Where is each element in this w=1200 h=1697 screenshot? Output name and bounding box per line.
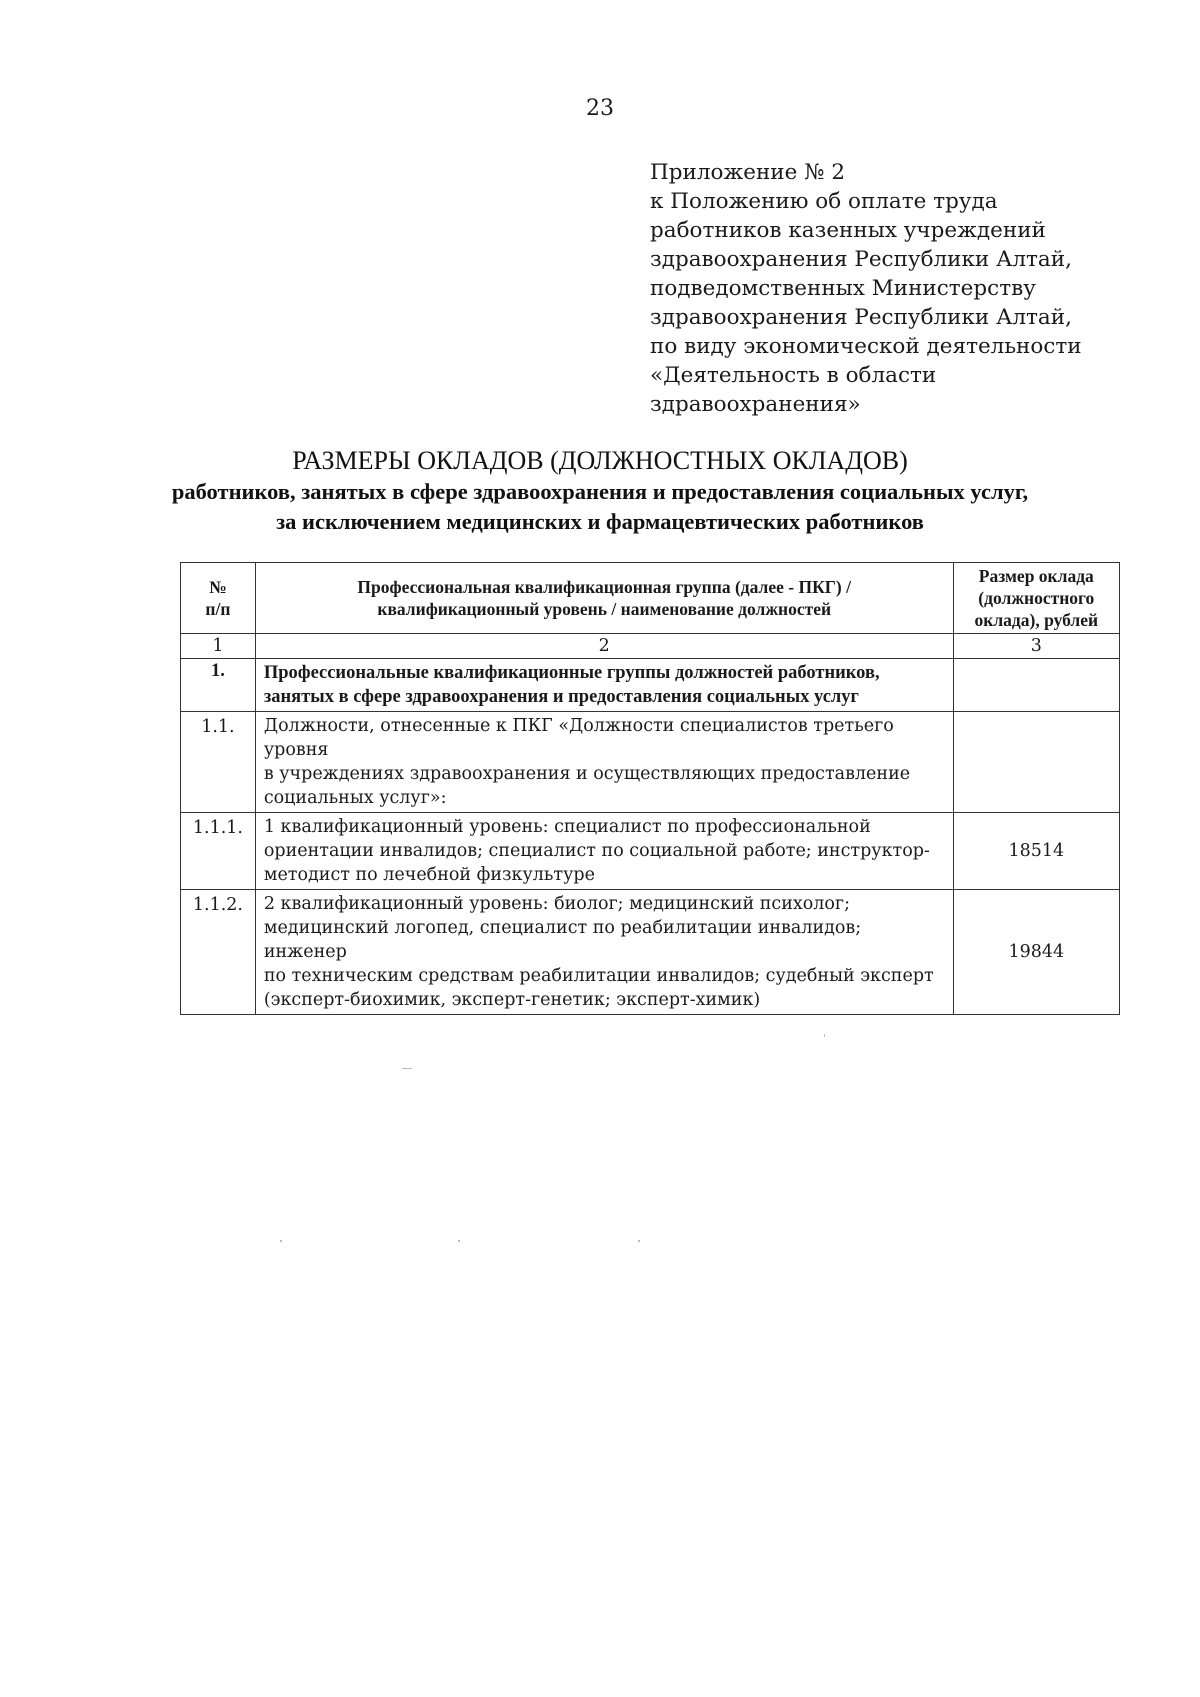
document-title [0, 445, 1200, 537]
appendix-line: Приложение № 2 [650, 160, 846, 185]
row-line: в учреждениях здравоохранения и осуществляющих предоставление [263, 764, 911, 784]
title-subtitle-line: за исключением медицинских и фармацевтических работников [276, 509, 924, 534]
header-number [181, 563, 256, 634]
column-numbers-row [181, 634, 1120, 659]
row-line: занятых в сфере здравоохранения и предоставления социальных услуг [263, 687, 859, 707]
column-number: 3 [953, 634, 1119, 659]
scan-speck [458, 1240, 460, 1242]
scan-speck [824, 1034, 825, 1037]
row-salary: 18514 [953, 813, 1119, 890]
appendix-line: работников казенных учреждений [650, 218, 1046, 243]
header-number-line: № [209, 577, 227, 597]
row-line: Профессиональные квалификационные группы должностей работников, [263, 663, 880, 683]
row-line: социальных услуг»: [263, 788, 447, 808]
row-salary: 19844 [953, 890, 1119, 1015]
table-row [181, 890, 1120, 1015]
appendix-line: здравоохранения» [650, 392, 861, 417]
table-row [181, 813, 1120, 890]
row-number: 1.1.1. [181, 813, 256, 890]
table-header-row [181, 563, 1120, 634]
table-row [181, 712, 1120, 813]
appendix-note [650, 158, 1170, 419]
table-row [181, 659, 1120, 712]
column-number: 2 [255, 634, 953, 659]
title-main: РАЗМЕРЫ ОКЛАДОВ (ДОЛЖНОСТНЫХ ОКЛАДОВ) [292, 446, 908, 475]
appendix-line: по виду экономической деятельности [650, 334, 1082, 359]
appendix-line: подведомственных Министерству [650, 276, 1036, 301]
row-number: 1.1. [181, 712, 256, 813]
header-name-line: квалификационный уровень / наименование должностей [377, 599, 832, 619]
row-line: 2 квалификационный уровень: биолог; медицинский психолог; [263, 894, 850, 914]
row-salary [953, 712, 1119, 813]
scan-speck [402, 1068, 412, 1069]
appendix-line: здравоохранения Республики Алтай, [650, 305, 1072, 330]
scan-speck [280, 1240, 282, 1242]
row-line: 1 квалификационный уровень: специалист по профессиональной [263, 817, 871, 837]
page-number: 23 [586, 96, 614, 121]
row-line: по техническим средствам реабилитации инвалидов; судебный эксперт [263, 966, 934, 986]
header-number-line: п/п [205, 599, 231, 619]
appendix-line: здравоохранения Республики Алтай, [650, 247, 1072, 272]
salary-table [180, 562, 1120, 1015]
header-group-name [255, 563, 953, 634]
row-number: 1.1.2. [181, 890, 256, 1015]
row-line: методист по лечебной физкультуре [263, 865, 595, 885]
row-description [255, 659, 953, 712]
header-size-line: Размер оклада [978, 566, 1094, 586]
row-description [255, 813, 953, 890]
row-line: (эксперт-биохимик, эксперт-генетик; эксперт-химик) [263, 990, 761, 1010]
appendix-line: к Положению об оплате труда [650, 189, 998, 214]
column-number: 1 [181, 634, 256, 659]
row-salary [953, 659, 1119, 712]
row-line: Должности, отнесенные к ПКГ «Должности специалистов третьего уровня [263, 716, 894, 760]
row-number: 1. [181, 659, 256, 712]
header-name-line: Профессиональная квалификационная группа (далее - ПКГ) / [357, 577, 851, 597]
header-size-line: оклада), рублей [974, 610, 1099, 630]
row-description [255, 890, 953, 1015]
title-subtitle-line: работников, занятых в сфере здравоохранения и предоставления социальных услуг, [171, 479, 1029, 504]
header-salary-size [953, 563, 1119, 634]
row-description [255, 712, 953, 813]
row-line: ориентации инвалидов; специалист по социальной работе; инструктор- [263, 841, 930, 861]
appendix-line: «Деятельность в области [650, 363, 937, 388]
row-line: медицинский логопед, специалист по реабилитации инвалидов; инженер [263, 918, 862, 962]
header-size-line: (должностного [978, 588, 1095, 608]
scan-speck [638, 1240, 640, 1242]
